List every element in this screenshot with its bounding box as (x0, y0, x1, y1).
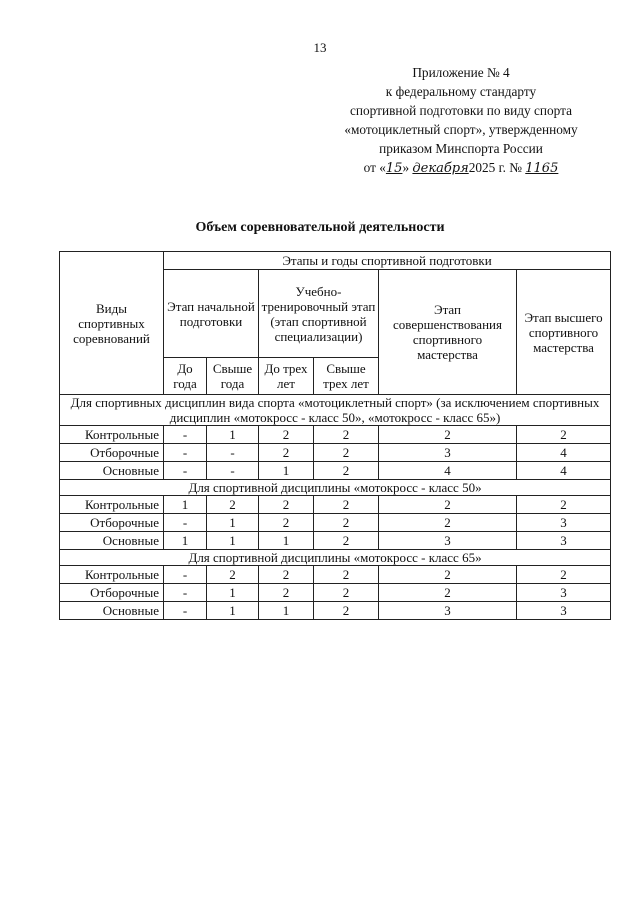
table-cell: 3 (517, 584, 611, 602)
section-row (60, 550, 611, 566)
table-cell: 2 (314, 514, 379, 532)
table-cell: 2 (314, 462, 379, 480)
table-cell: - (207, 462, 259, 480)
row-label: Отборочные (60, 444, 164, 462)
annex-line-3: спортивной подготовки по виду спорта (350, 103, 572, 118)
table-cell: 3 (379, 532, 517, 550)
table-cell: 1 (207, 532, 259, 550)
table-row (60, 514, 611, 532)
header-stage-training: Учебно-тренировочный этап (этап спортивной специализации) (259, 270, 379, 358)
table-cell: 1 (207, 426, 259, 444)
table-cell: 1 (164, 532, 207, 550)
table-cell: 3 (517, 532, 611, 550)
table-cell: 3 (379, 444, 517, 462)
header-competition-types: Виды спортивных соревнований (60, 252, 164, 395)
table-cell: 2 (314, 532, 379, 550)
row-label: Контрольные (60, 496, 164, 514)
row-label: Основные (60, 462, 164, 480)
table-cell: 2 (379, 426, 517, 444)
table-row (60, 426, 611, 444)
table-cell: 2 (517, 496, 611, 514)
header-row-1 (60, 252, 611, 270)
section-title: Для спортивной дисциплины «мотокросс - класс 50» (60, 480, 611, 496)
table-cell: 4 (517, 444, 611, 462)
table-cell: 2 (259, 444, 314, 462)
annex-line-2: к федеральному стандарту (385, 84, 537, 99)
header-stage-initial: Этап начальной подготовки (164, 270, 259, 358)
document-title: Объем соревновательной деятельности (195, 220, 445, 235)
annex-block (316, 63, 606, 178)
table-row (60, 444, 611, 462)
date-prefix: от « (363, 160, 386, 175)
table-cell: - (164, 566, 207, 584)
header-up-to-three: До трех лет (259, 358, 314, 395)
header-over-three: Свыше трех лет (314, 358, 379, 395)
section-title: Для спортивных дисциплин вида спорта «мотоциклетный спорт» (за исключением спортивных дисциплин «мотокросс - класс 50», «мотокросс - класс 65») (60, 395, 611, 426)
table-cell: 2 (517, 566, 611, 584)
table-cell: 2 (259, 496, 314, 514)
date-year: 2025 г. № (468, 160, 526, 175)
table-cell: 2 (314, 496, 379, 514)
date-mid: » (402, 160, 413, 175)
table-cell: 1 (207, 602, 259, 620)
table-row (60, 584, 611, 602)
table-cell: 2 (259, 426, 314, 444)
table-cell: 2 (314, 584, 379, 602)
table-cell: 4 (379, 462, 517, 480)
row-label: Контрольные (60, 426, 164, 444)
date-month: декабря (412, 161, 469, 176)
competition-table (59, 251, 611, 620)
table-cell: 1 (207, 514, 259, 532)
table-cell: 1 (164, 496, 207, 514)
table-cell: - (207, 444, 259, 462)
table-cell: 2 (379, 496, 517, 514)
page-number: 13 (313, 40, 327, 55)
table-row (60, 566, 611, 584)
table-cell: - (164, 514, 207, 532)
table-row (60, 462, 611, 480)
table-row (60, 496, 611, 514)
header-stage-improvement: Этап совершенствования спортивного мастерства (379, 270, 517, 395)
section-row (60, 480, 611, 496)
table-cell: 2 (259, 514, 314, 532)
header-over-year: Свыше года (207, 358, 259, 395)
table-cell: - (164, 602, 207, 620)
date-day: 15 (385, 161, 403, 176)
row-label: Отборочные (60, 584, 164, 602)
table-cell: 2 (517, 426, 611, 444)
annex-date-line (316, 158, 606, 178)
table-cell: 4 (517, 462, 611, 480)
order-number: 1165 (525, 161, 559, 176)
table-cell: 3 (379, 602, 517, 620)
table-cell: 2 (379, 514, 517, 532)
table-cell: - (164, 444, 207, 462)
table-cell: - (164, 462, 207, 480)
row-label: Основные (60, 602, 164, 620)
row-label: Контрольные (60, 566, 164, 584)
table-cell: 2 (314, 566, 379, 584)
annex-line-5: приказом Минспорта России (379, 141, 543, 156)
table-row (60, 602, 611, 620)
row-label: Основные (60, 532, 164, 550)
table-cell: 2 (314, 426, 379, 444)
table-cell: 3 (517, 602, 611, 620)
table-cell: 1 (207, 584, 259, 602)
annex-line-1: Приложение № 4 (412, 65, 510, 80)
table-cell: 1 (259, 602, 314, 620)
header-up-to-year: До года (164, 358, 207, 395)
table-cell: 1 (259, 462, 314, 480)
table-cell: 2 (314, 444, 379, 462)
annex-line-4: «мотоциклетный спорт», утвержденному (344, 122, 578, 137)
table-row (60, 532, 611, 550)
table-cell: - (164, 426, 207, 444)
table-cell: - (164, 584, 207, 602)
table-cell: 2 (379, 584, 517, 602)
section-title: Для спортивной дисциплины «мотокросс - класс 65» (60, 550, 611, 566)
table-cell: 1 (259, 532, 314, 550)
table-cell: 3 (517, 514, 611, 532)
section-row (60, 395, 611, 426)
header-stages: Этапы и годы спортивной подготовки (164, 252, 611, 270)
table-cell: 2 (379, 566, 517, 584)
table-cell: 2 (207, 566, 259, 584)
table-cell: 2 (259, 566, 314, 584)
row-label: Отборочные (60, 514, 164, 532)
table-cell: 2 (314, 602, 379, 620)
table-cell: 2 (259, 584, 314, 602)
table-cell: 2 (207, 496, 259, 514)
header-stage-highest: Этап высшего спортивного мастерства (517, 270, 611, 395)
